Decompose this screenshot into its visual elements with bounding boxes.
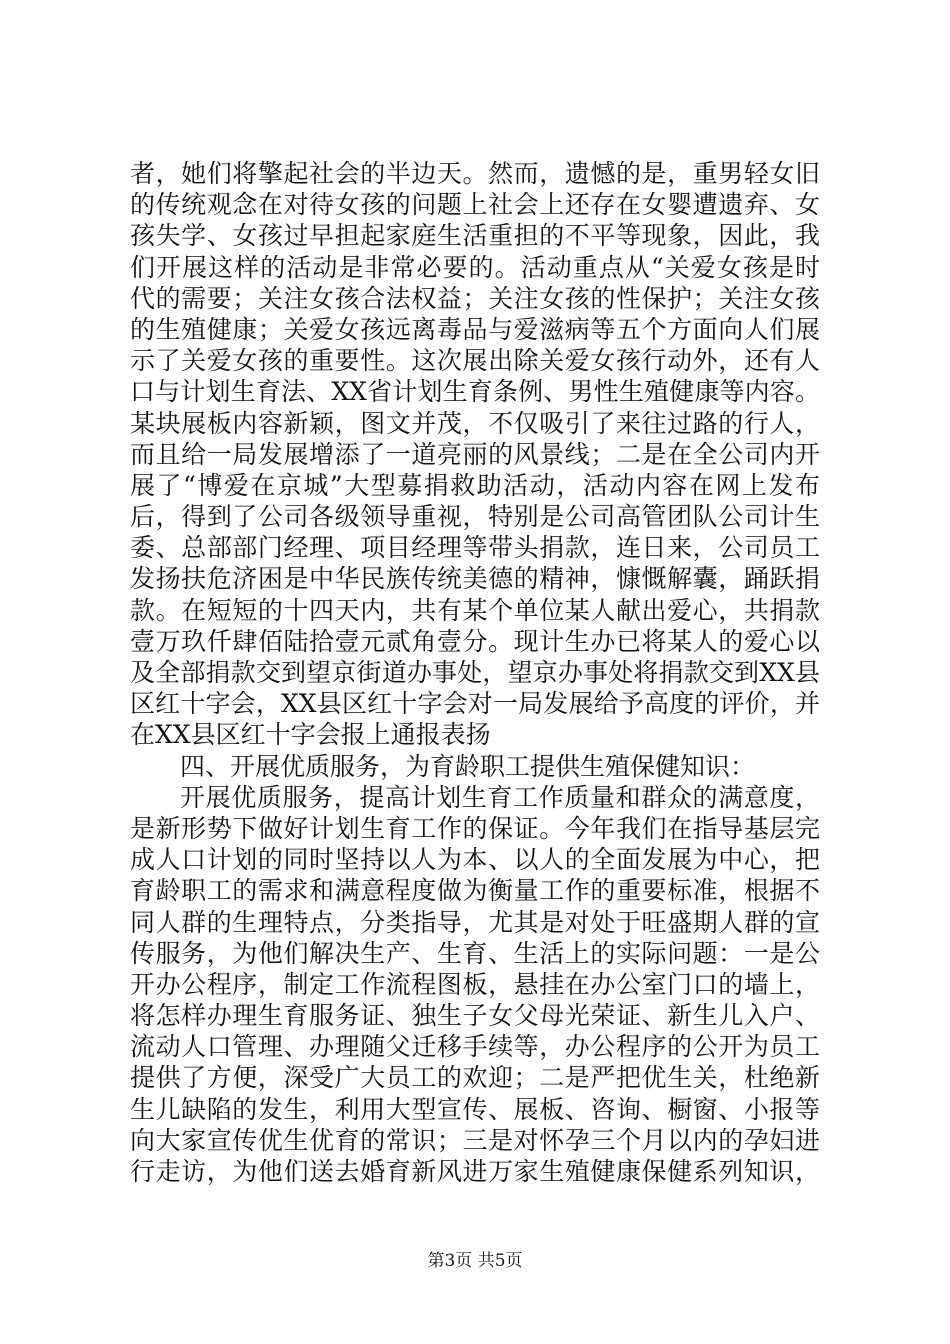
text-line: 的生殖健康；关爱女孩远离毒品与爱滋病等五个方面向人们展: [130, 314, 820, 344]
text-line: 将怎样办理生育服务证、独生子女父母光荣证、新生儿入户、: [130, 1001, 820, 1031]
text-line: 某块展板内容新颖，图文并茂，不仅吸引了来往过路的行人，: [130, 408, 820, 438]
text-line: 示了关爱女孩的重要性。这次展出除关爱女孩行动外，还有人: [130, 346, 820, 376]
text-line: 行走访，为他们送去婚育新风进万家生殖健康保健系列知识，: [130, 1157, 820, 1186]
body-text: [130, 158, 820, 1187]
text-line: 孩失学、女孩过早担起家庭生活重担的不平等现象，因此，我: [130, 221, 820, 251]
text-line: 开办公程序，制定工作流程图板，悬挂在办公室门口的墙上，: [130, 969, 820, 999]
page-footer: 第3页 共5页: [427, 1251, 523, 1271]
text-line: 成人口计划的同时坚持以人为本、以人的全面发展为中心，把: [130, 845, 820, 875]
text-line: 代的需要；关注女孩合法权益；关注女孩的性保护；关注女孩: [130, 283, 820, 313]
text-line: 流动人口管理、办理随父迁移手续等，办公程序的公开为员工: [130, 1032, 820, 1062]
text-line: 委、总部部门经理、项目经理等带头捐款，连日来，公司员工: [130, 533, 820, 563]
text-line: 是新形势下做好计划生育工作的保证。今年我们在指导基层完: [130, 813, 820, 843]
text-line: 在XX县区红十字会报上通报表扬: [130, 720, 491, 750]
text-line: 后，得到了公司各级领导重视，特别是公司高管团队公司计生: [130, 502, 820, 532]
text-line: 育龄职工的需求和满意程度做为衡量工作的重要标准，根据不: [130, 876, 820, 906]
text-line: 口与计划生育法、XX省计划生育条例、男性生殖健康等内容。: [130, 377, 820, 407]
text-line: 壹万玖仟肆佰陆拾壹元贰角壹分。现计生办已将某人的爱心以: [130, 626, 820, 656]
text-line: 开展优质服务，提高计划生育工作质量和群众的满意度，: [180, 782, 820, 812]
text-line: 者，她们将擎起社会的半边天。然而，遗憾的是，重男轻女旧: [130, 159, 820, 188]
text-line: 展了“博爱在京城”大型募捐救助活动，活动内容在网上发布: [130, 470, 820, 500]
text-line: 及全部捐款交到望京街道办事处，望京办事处将捐款交到XX县: [130, 658, 820, 687]
text-line: 传服务，为他们解决生产、生育、生活上的实际问题：一是公: [130, 938, 820, 968]
text-line: 们开展这样的活动是非常必要的。活动重点从“关爱女孩是时: [130, 252, 820, 282]
text-line: 同人群的生理特点，分类指导，尤其是对处于旺盛期人群的宣: [130, 907, 820, 937]
text-line: 提供了方便，深受广大员工的欢迎；二是严把优生关，杜绝新: [130, 1063, 820, 1093]
text-line: 发扬扶危济困是中华民族传统美德的精神，慷慨解囊，踊跃捐: [130, 564, 820, 594]
text-line: 向大家宣传优生优育的常识；三是对怀孕三个月以内的孕妇进: [130, 1125, 820, 1155]
text-line: 款。在短短的十四天内，共有某个单位某人献出爱心，共捐款: [130, 595, 820, 625]
text-line: 而且给一局发展增添了一道亮丽的风景线；二是在全公司内开: [130, 439, 820, 469]
text-line: 的传统观念在对待女孩的问题上社会上还存在女婴遭遗弃、女: [130, 190, 820, 220]
text-line: 生儿缺陷的发生，利用大型宣传、展板、咨询、橱窗、小报等: [130, 1094, 820, 1124]
section-heading: 四、开展优质服务，为育龄职工提供生殖保健知识：: [180, 751, 756, 781]
text-line: 区红十字会，XX县区红十字会对一局发展给予高度的评价，并: [130, 689, 820, 719]
